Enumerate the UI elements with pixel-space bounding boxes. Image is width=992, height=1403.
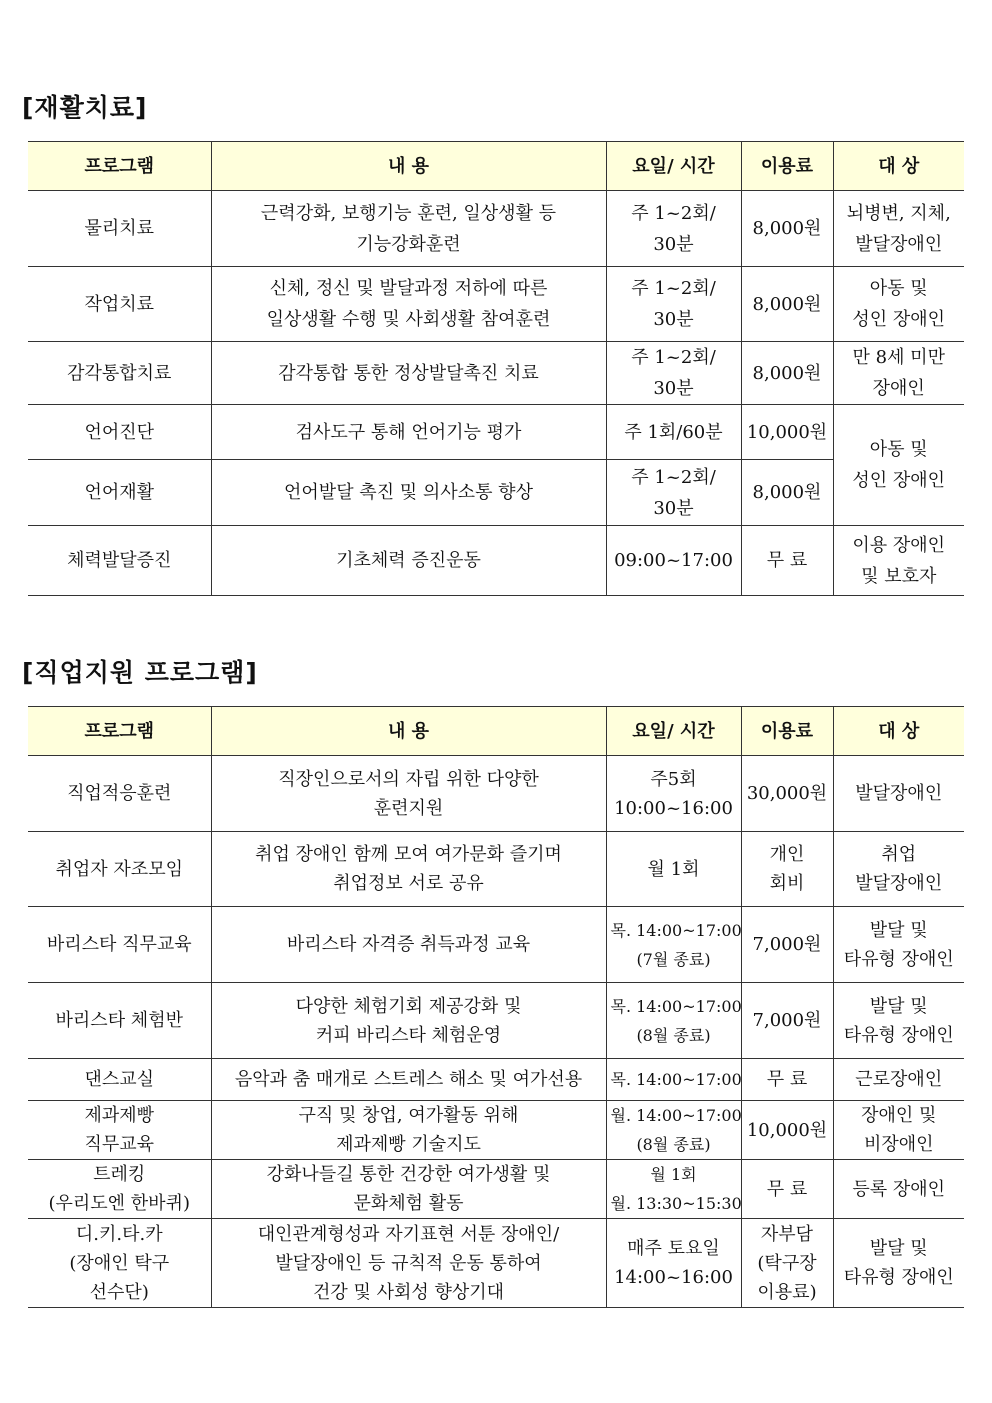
column-header-fee: 이용료 xyxy=(741,707,833,756)
cell-time xyxy=(606,267,741,342)
table-row xyxy=(28,832,964,907)
cell-time xyxy=(606,1160,741,1219)
cell-line: 이용료) xyxy=(757,1281,817,1303)
cell-line: 기초체력 증진운동 xyxy=(336,550,481,571)
cell-time xyxy=(606,342,741,405)
cell-line: 8,000원 xyxy=(752,362,822,384)
cell-line: 30,000원 xyxy=(746,783,828,804)
column-header-time: 요일/ 시간 xyxy=(606,707,741,756)
cell-line: 8,000원 xyxy=(752,218,822,239)
cell-program xyxy=(28,267,211,342)
column-header-program: 프로그램 xyxy=(28,142,211,191)
cell-line: 자부담 xyxy=(760,1223,814,1245)
table-row xyxy=(28,1160,964,1219)
cell-target xyxy=(833,983,964,1059)
cell-time xyxy=(606,1101,741,1160)
cell-content xyxy=(211,983,606,1059)
cell-program xyxy=(28,405,211,460)
cell-content xyxy=(211,907,606,983)
cell-time xyxy=(606,405,741,460)
cell-line: 검사도구 통해 언어기능 평가 xyxy=(295,421,522,443)
cell-line: 만 8세 미만 xyxy=(852,347,945,368)
cell-line: 발달 및 xyxy=(869,1238,928,1259)
cell-target xyxy=(833,267,964,342)
cell-fee xyxy=(741,907,833,983)
cell-time xyxy=(606,832,741,907)
cell-line: 발달장애인 xyxy=(855,873,943,894)
cell-line: 취업 장애인 함께 모여 여가문화 즐기며 xyxy=(255,844,562,865)
cell-target xyxy=(833,1059,964,1101)
cell-line: 물리치료 xyxy=(84,218,155,239)
cell-line: 직업적응훈련 xyxy=(67,783,172,804)
column-header-target: 대 상 xyxy=(833,142,964,191)
cell-content xyxy=(211,756,606,832)
cell-line: 주 1~2회/ xyxy=(631,278,716,299)
cell-line: 이용 장애인 xyxy=(852,534,946,556)
cell-line: 발달장애인 등 규칙적 운동 통하여 xyxy=(275,1252,542,1274)
vocational-program-table xyxy=(28,706,964,1308)
cell-line: 09:00~17:00 xyxy=(614,550,733,571)
cell-line: 8,000원 xyxy=(752,482,822,503)
table-row xyxy=(28,1219,964,1308)
cell-line: 댄스교실 xyxy=(84,1069,155,1090)
cell-line: 일상생활 수행 및 사회생활 참여훈련 xyxy=(266,309,551,330)
cell-line: 매주 토요일 xyxy=(627,1238,720,1259)
column-header-target: 대 상 xyxy=(833,707,964,756)
cell-line: 월 1회 xyxy=(647,858,700,880)
cell-line: 발달 및 xyxy=(869,919,928,941)
cell-line: 바리스타 직무교육 xyxy=(46,934,192,955)
cell-line: (7월 종료) xyxy=(636,949,711,969)
cell-line: 근력강화, 보행기능 훈련, 일상생활 등 xyxy=(260,202,557,224)
column-header-content: 내 용 xyxy=(211,142,606,191)
cell-line: (8월 종료) xyxy=(636,1135,711,1154)
cell-line: 장애인 및 xyxy=(861,1105,937,1126)
cell-line: (8월 종료) xyxy=(636,1025,711,1045)
table-row xyxy=(28,1059,964,1101)
cell-line: 직장인으로서의 자립 위한 다양한 xyxy=(278,768,539,790)
table-row xyxy=(28,191,964,267)
cell-time xyxy=(606,460,741,526)
cell-line: 발달 및 xyxy=(869,995,928,1017)
cell-fee xyxy=(741,191,833,267)
cell-line: 주5회 xyxy=(650,768,697,790)
cell-content xyxy=(211,526,606,596)
table-row xyxy=(28,460,964,526)
cell-line: 제과제빵 xyxy=(84,1105,155,1126)
cell-time xyxy=(606,526,741,596)
cell-line: 감각통합치료 xyxy=(67,362,172,384)
table-header-row xyxy=(28,142,964,191)
cell-line: 및 보호자 xyxy=(861,565,937,587)
cell-line: 주 1~2회/ xyxy=(631,202,716,224)
cell-line: 10,000원 xyxy=(746,1119,828,1141)
cell-line: 뇌병변, 지체, xyxy=(846,202,951,224)
cell-fee xyxy=(741,983,833,1059)
cell-line: 언어재활 xyxy=(84,482,155,503)
cell-line: 무 료 xyxy=(766,1178,808,1200)
cell-target xyxy=(833,907,964,983)
cell-line: 기능강화훈련 xyxy=(356,233,461,255)
cell-target xyxy=(833,832,964,907)
section-title-rehab: [재활치료] xyxy=(22,93,148,122)
cell-line: 아동 및 xyxy=(869,439,928,460)
cell-time xyxy=(606,191,741,267)
cell-fee xyxy=(741,460,833,526)
cell-content xyxy=(211,1101,606,1160)
cell-line: 감각통합 통한 정상발달촉진 치료 xyxy=(278,362,539,384)
cell-line: 타유형 장애인 xyxy=(843,1024,954,1046)
cell-content xyxy=(211,1219,606,1308)
cell-fee xyxy=(741,267,833,342)
cell-line: 음악과 춤 매개로 스트레스 해소 및 여가선용 xyxy=(234,1069,583,1090)
cell-line: 7,000원 xyxy=(752,934,822,955)
cell-target xyxy=(833,191,964,267)
cell-fee xyxy=(741,1160,833,1219)
cell-line: 문화체험 활동 xyxy=(353,1193,464,1214)
cell-line: 타유형 장애인 xyxy=(843,948,954,970)
cell-program xyxy=(28,1101,211,1160)
cell-line: 커피 바리스타 체험운영 xyxy=(315,1024,502,1046)
cell-program xyxy=(28,983,211,1059)
cell-line: 비장애인 xyxy=(863,1134,934,1155)
cell-line: 월 1회 xyxy=(650,1165,697,1184)
cell-target xyxy=(833,526,964,596)
cell-content xyxy=(211,832,606,907)
cell-line: 8,000원 xyxy=(752,293,822,315)
cell-line: 취업 xyxy=(881,844,917,865)
cell-program xyxy=(28,1219,211,1308)
cell-content xyxy=(211,342,606,405)
cell-fee xyxy=(741,756,833,832)
column-header-time: 요일/ 시간 xyxy=(606,142,741,191)
cell-line: 주 1회/60분 xyxy=(624,421,723,443)
cell-line: 등록 장애인 xyxy=(852,1178,946,1200)
cell-line: 개인 xyxy=(769,844,805,865)
cell-line: 7,000원 xyxy=(752,1010,822,1031)
cell-target xyxy=(833,1101,964,1160)
cell-program xyxy=(28,1160,211,1219)
cell-content xyxy=(211,267,606,342)
cell-fee xyxy=(741,1059,833,1101)
rehab-program-table xyxy=(28,141,964,596)
cell-fee xyxy=(741,1101,833,1160)
cell-target xyxy=(833,405,964,526)
cell-fee xyxy=(741,832,833,907)
cell-line: 주 1~2회/ xyxy=(631,347,716,368)
cell-line: 언어발달 촉진 및 의사소통 향상 xyxy=(284,482,533,503)
cell-line: 다양한 체험기회 제공강화 및 xyxy=(295,995,522,1017)
cell-line: 무 료 xyxy=(766,550,808,571)
cell-fee xyxy=(741,405,833,460)
cell-fee xyxy=(741,1219,833,1308)
cell-line: 바리스타 자격증 취득과정 교육 xyxy=(286,934,531,955)
cell-line: 14:00~16:00 xyxy=(614,1267,733,1288)
cell-target xyxy=(833,342,964,405)
cell-line: 바리스타 체험반 xyxy=(55,1010,183,1031)
table-header-row xyxy=(28,707,964,756)
cell-line: 장애인 xyxy=(872,378,925,399)
cell-line: 10:00~16:00 xyxy=(614,797,733,819)
cell-time xyxy=(606,907,741,983)
cell-line: 10,000원 xyxy=(746,421,828,443)
cell-time xyxy=(606,756,741,832)
cell-line: 체력발달증진 xyxy=(67,550,172,571)
cell-line: 월. 13:30~15:30 xyxy=(610,1194,742,1213)
cell-line: 직무교육 xyxy=(84,1134,155,1155)
cell-line: 목. 14:00~17:00 xyxy=(610,996,742,1016)
column-header-content: 내 용 xyxy=(211,707,606,756)
cell-line: 대인관계형성과 자기표현 서툰 장애인/ xyxy=(257,1223,560,1245)
cell-line: 발달장애인 xyxy=(855,233,943,255)
cell-line: 타유형 장애인 xyxy=(843,1267,954,1288)
cell-line: 월. 14:00~17:00 xyxy=(610,1106,742,1125)
cell-target xyxy=(833,1219,964,1308)
cell-content xyxy=(211,1059,606,1101)
cell-line: 회비 xyxy=(769,873,805,894)
cell-content xyxy=(211,405,606,460)
cell-line: 신체, 정신 및 발달과정 저하에 따른 xyxy=(269,278,548,299)
cell-line: 취업정보 서로 공유 xyxy=(333,873,484,894)
cell-line: (우리도엔 한바퀴) xyxy=(48,1193,190,1214)
cell-line: 언어진단 xyxy=(84,421,155,443)
cell-program xyxy=(28,756,211,832)
cell-time xyxy=(606,1059,741,1101)
cell-program xyxy=(28,342,211,405)
cell-content xyxy=(211,460,606,526)
cell-program xyxy=(28,526,211,596)
cell-line: 제과제빵 기술지도 xyxy=(336,1134,481,1155)
cell-line: 목. 14:00~17:00 xyxy=(610,1070,742,1089)
cell-line: 근로장애인 xyxy=(855,1069,943,1090)
cell-program xyxy=(28,1059,211,1101)
cell-line: 30분 xyxy=(653,378,694,399)
cell-target xyxy=(833,1160,964,1219)
cell-line: 취업자 자조모임 xyxy=(55,858,183,880)
cell-line: 주 1~2회/ xyxy=(631,466,716,488)
table-row xyxy=(28,907,964,983)
cell-line: 디.키.타.카 xyxy=(75,1223,163,1245)
table-row xyxy=(28,1101,964,1160)
cell-program xyxy=(28,460,211,526)
cell-line: 30분 xyxy=(653,497,694,519)
cell-content xyxy=(211,191,606,267)
cell-fee xyxy=(741,526,833,596)
cell-line: (장애인 탁구 xyxy=(69,1252,170,1274)
cell-content xyxy=(211,1160,606,1219)
cell-line: 30분 xyxy=(653,233,694,255)
table-row xyxy=(28,405,964,460)
cell-time xyxy=(606,983,741,1059)
cell-time xyxy=(606,1219,741,1308)
cell-line: 강화나들길 통한 건강한 여가생활 및 xyxy=(266,1164,551,1185)
table-row xyxy=(28,267,964,342)
column-header-program: 프로그램 xyxy=(28,707,211,756)
cell-line: 건강 및 사회성 향상기대 xyxy=(312,1281,505,1303)
cell-line: 아동 및 xyxy=(869,278,928,299)
cell-line: (탁구장 xyxy=(757,1252,817,1274)
cell-line: 발달장애인 xyxy=(855,783,943,804)
cell-fee xyxy=(741,342,833,405)
cell-line: 선수단) xyxy=(89,1281,149,1303)
cell-line: 무 료 xyxy=(766,1069,808,1090)
cell-line: 트레킹 xyxy=(93,1164,146,1185)
cell-line: 작업치료 xyxy=(84,293,155,315)
cell-program xyxy=(28,832,211,907)
table-row xyxy=(28,756,964,832)
table-row xyxy=(28,983,964,1059)
table-row xyxy=(28,526,964,596)
cell-line: 목. 14:00~17:00 xyxy=(610,920,742,940)
cell-line: 성인 장애인 xyxy=(852,470,946,491)
cell-target xyxy=(833,756,964,832)
cell-line: 성인 장애인 xyxy=(852,309,946,330)
table-row xyxy=(28,342,964,405)
cell-program xyxy=(28,907,211,983)
cell-program xyxy=(28,191,211,267)
column-header-fee: 이용료 xyxy=(741,142,833,191)
cell-line: 훈련지원 xyxy=(373,797,444,819)
section-title-vocational: [직업지원 프로그램] xyxy=(22,658,258,687)
cell-line: 구직 및 창업, 여가활동 위해 xyxy=(298,1105,519,1126)
cell-line: 30분 xyxy=(653,309,694,330)
